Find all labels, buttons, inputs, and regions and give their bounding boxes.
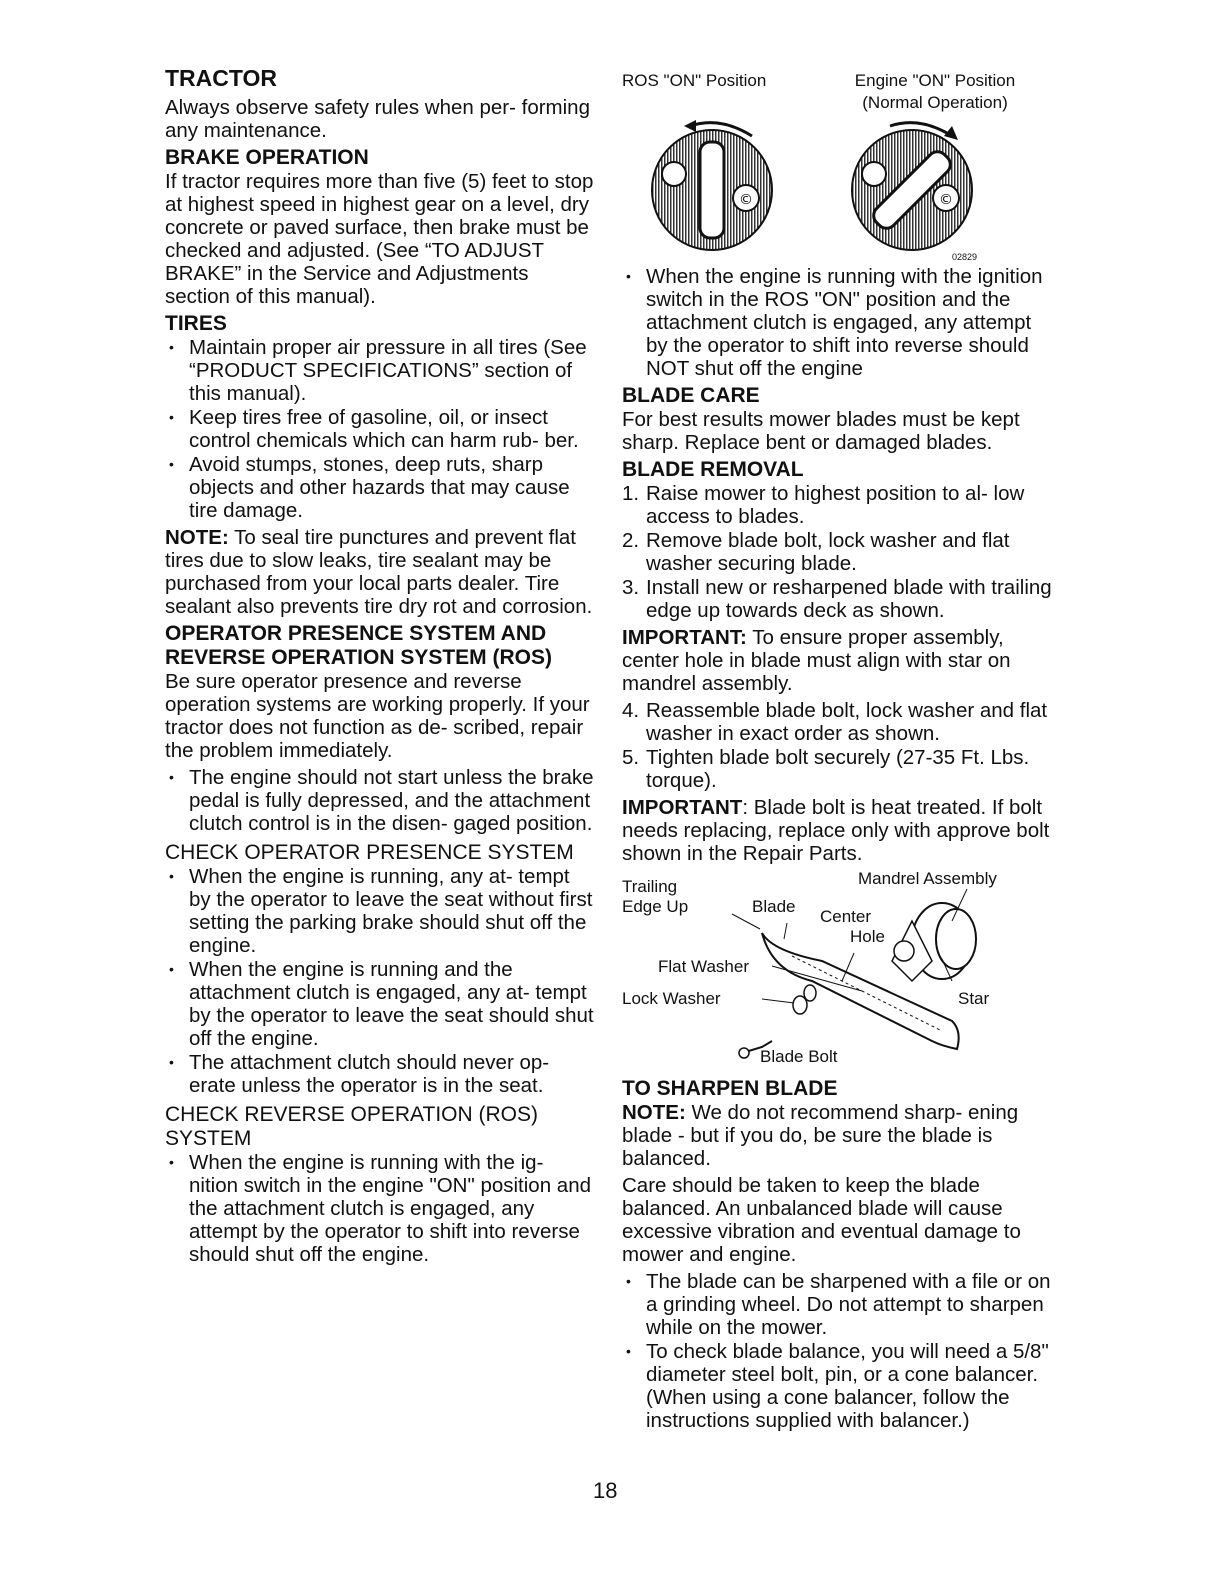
page-number: 18 — [593, 1478, 618, 1503]
svg-text:©: © — [739, 192, 753, 208]
tire-note — [165, 526, 595, 618]
ros-list-right — [622, 265, 1052, 380]
label-center: Center — [820, 907, 872, 926]
list-item — [622, 699, 1052, 745]
step-number: 3. — [622, 576, 640, 599]
important-text: : Blade bolt is heat treated. If bolt needs replacing, replace only with approve bolt shown in the Repair Parts. — [622, 796, 1050, 865]
list-item: • When the engine is running with the ig- nition switch in the engine "ON" position and the attachment clutch is engaged, any attempt by the operator to shift into reverse should shut off the engine. — [165, 1151, 595, 1266]
list-item — [622, 746, 1052, 792]
caption-engine-on: Engine "ON" Position — [854, 71, 1016, 90]
sharpen-list — [622, 1270, 1052, 1432]
step-text: Raise mower to highest position to al- low access to blades. — [646, 482, 1025, 528]
note-text: We do not recommend sharp- ening blade - but if you do, be sure the blade is balanced. — [622, 1101, 1019, 1170]
list-item: • The engine should not start unless the brake pedal is fully depressed, and the attachment clutch control is in the disen- gaged position. — [165, 766, 595, 835]
ops-list — [165, 766, 595, 835]
list-item — [622, 576, 1052, 622]
sharpen-text: Care should be taken to keep the blade balanced. An unbalanced blade will cause excessive vibration and eventual damage to mower and engine. — [622, 1174, 1021, 1266]
list-item: • To check blade balance, you will need a 5/8" diameter steel bolt, pin, or a cone balancer. (When using a cone balancer, follow the instructions supplied with balancer.) — [622, 1340, 1052, 1432]
step-text: Remove blade bolt, lock washer and flat washer securing blade. — [646, 529, 1010, 575]
brake-text: If tractor requires more than five (5) feet to stop at highest speed in highest gear on a level, dry concrete or paved surface, then brake must be checked and adjusted. (See “TO ADJUST BRAKE” in the Service and Adjustments section of this manual). — [165, 170, 594, 308]
note-text: To seal tire punctures and prevent flat tires due to slow leaks, tire sealant may be purchased from your local parts dealer. Tire sealant also prevents tire dry rot and corrosion. — [165, 526, 593, 618]
label-blade-bolt: Blade Bolt — [760, 1047, 838, 1066]
step-text: Tighten blade bolt securely (27-35 Ft. Lbs. torque). — [646, 746, 1030, 792]
presence-list — [165, 865, 595, 1097]
engine-on-knob-icon — [840, 114, 990, 254]
label-mandrel: Mandrel Assembly — [858, 869, 997, 888]
check-ros-heading: CHECK REVERSE OPERATION (ROS) SYSTEM — [165, 1103, 538, 1150]
tires-heading: TIRES — [165, 312, 227, 335]
label-trailing: Trailing — [622, 877, 678, 896]
important-text: To ensure proper assembly, center hole in blade must align with star on mandrel assembly. — [622, 626, 1011, 695]
list-item: • When the engine is running and the attachment clutch is engaged, any at- tempt by the operator to leave the seat should shut off the engine. — [165, 958, 595, 1050]
removal-steps-a — [622, 482, 1052, 622]
ignition-switch-figure — [622, 62, 1042, 262]
label-hole: Hole — [850, 927, 885, 946]
section-title: TRACTOR — [165, 65, 278, 91]
right-column — [622, 62, 1052, 1436]
list-item: • Maintain proper air pressure in all tires (See “PRODUCT SPECIFICATIONS” section of this manual). — [165, 336, 595, 405]
caption-ros-on: ROS "ON" Position — [622, 71, 767, 90]
important-label: IMPORTANT — [622, 796, 743, 819]
left-column — [165, 62, 595, 1270]
step-text: Install new or resharpened blade with trailing edge up towards deck as shown. — [646, 576, 1052, 622]
check-presence-heading: CHECK OPERATOR PRESENCE SYSTEM — [165, 841, 574, 864]
intro-text: Always observe safety rules when per- forming any maintenance. — [165, 96, 590, 142]
list-item: • Avoid stumps, stones, deep ruts, sharp objects and other hazards that may cause tire damage. — [165, 453, 595, 522]
label-flat-washer: Flat Washer — [658, 957, 750, 976]
list-item — [622, 482, 1052, 528]
note-label: NOTE: — [622, 1101, 686, 1124]
label-star: Star — [958, 989, 990, 1008]
step-number: 1. — [622, 482, 640, 505]
ops-text: Be sure operator presence and reverse operation systems are working properly. If your tractor does not function as de- scribed, repair the problem immediately. — [165, 670, 590, 762]
ros-on-knob-icon — [640, 114, 790, 254]
list-item: • The attachment clutch should never op- erate unless the operator is in the seat. — [165, 1051, 595, 1097]
sharpen-note — [622, 1101, 1052, 1170]
ops-heading: OPERATOR PRESENCE SYSTEM AND REVERSE OPERATION SYSTEM (ROS) — [165, 622, 552, 669]
label-edge-up: Edge Up — [622, 897, 689, 916]
step-text: Reassemble blade bolt, lock washer and flat washer in exact order as shown. — [646, 699, 1048, 745]
note-label: NOTE: — [165, 526, 229, 549]
label-blade: Blade — [752, 897, 796, 916]
brake-heading: BRAKE OPERATION — [165, 146, 369, 169]
important-2 — [622, 796, 1052, 865]
blade-removal-heading: BLADE REMOVAL — [622, 458, 804, 481]
step-number: 4. — [622, 699, 640, 722]
important-label: IMPORTANT: — [622, 626, 747, 649]
blade-care-heading: BLADE CARE — [622, 384, 760, 407]
important-1 — [622, 626, 1052, 695]
list-item: • The blade can be sharpened with a file or on a grinding wheel. Do not attempt to sharpen while on the mower. — [622, 1270, 1052, 1339]
figure-code: 02829 — [952, 252, 978, 262]
step-number: 5. — [622, 746, 640, 769]
list-item: • When the engine is running, any at- tempt by the operator to leave the seat without first setting the parking brake should shut off the engine. — [165, 865, 595, 957]
blade-care-text: For best results mower blades must be kept sharp. Replace bent or damaged blades. — [622, 408, 1020, 454]
removal-steps-b — [622, 699, 1052, 792]
caption-normal-operation: (Normal Operation) — [862, 93, 1008, 112]
blade-assembly-figure — [622, 871, 1042, 1071]
label-lock-washer: Lock Washer — [622, 989, 721, 1008]
list-item — [622, 529, 1052, 575]
tires-list — [165, 336, 595, 522]
sharpen-heading: TO SHARPEN BLADE — [622, 1077, 838, 1100]
svg-text:©: © — [939, 192, 953, 208]
list-item: • Keep tires free of gasoline, oil, or insect control chemicals which can harm rub- ber. — [165, 406, 595, 452]
list-item: • When the engine is running with the ignition switch in the ROS "ON" position and the attachment clutch is engaged, any attempt by the operator to shift into reverse should NOT shut off the engine — [622, 265, 1052, 380]
step-number: 2. — [622, 529, 640, 552]
ros-list-left — [165, 1151, 595, 1266]
